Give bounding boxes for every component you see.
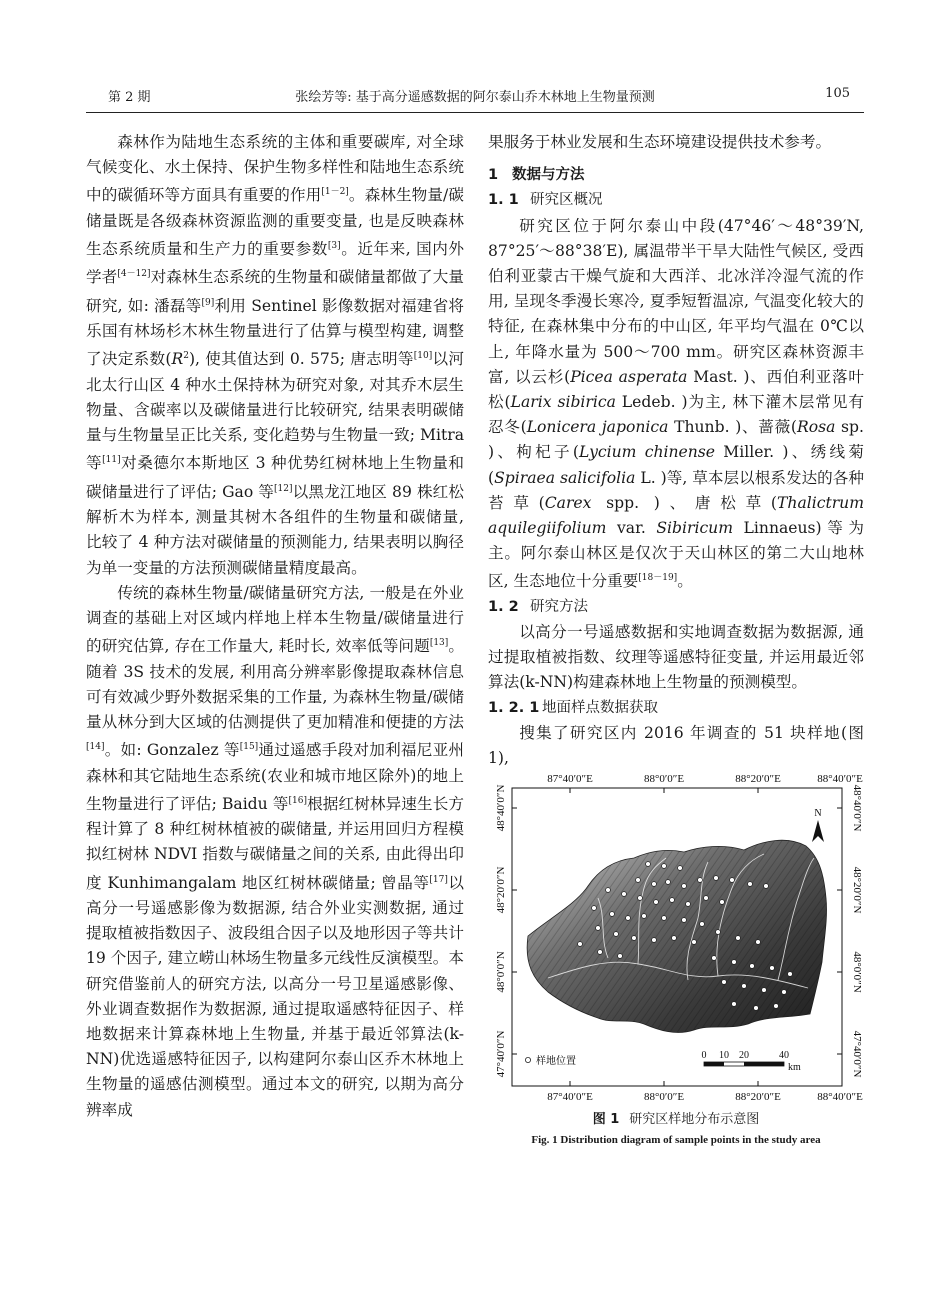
header-rule — [86, 112, 864, 113]
sample-point — [720, 900, 725, 905]
intro-paragraph-1: 森林作为陆地生态系统的主体和重要碳库, 对全球气候变化、水土保持、保护生物多样性和陆地生态系统中的碳循环等方面具有重要的作用[1－2]。森林生物量/碳储量既是各级森林资源监测的重要变量, 也是反映森林生态系统质量和生产力的重要参数[3]。近年来, 国内外学者[4－12]对森林生态系统的生物量和碳储量都做了大量研究, 如: 潘磊等[9]利用 Sentinel 影像数据对福建省将乐国有林场杉木林生物量进行了估算与模型构建, 调整了决定系数$(R^2)$, 使其值达到 0. 575; 唐志明等[10]以河北太行山区 4 种水土保持林为研究对象, 对其乔木层生物量、含碳率以及碳储量进行比较研究, 结果表明碳储量与生物量呈正比关系, 变化趋势与生物量一致; Mitra 等[11]对桑德尔本斯地区 3 种优势红树林地上生物量和碳储量进行了评估; Gao 等[12]以黑龙江地区 89 株红松解析木为样本, 测量其树木各组件的生物量和碳储量, 比较了 4 种方法对碳储量的预测能力, 结果表明以胸径为单一变量的方法预测碳储量精度最高。 — [86, 133, 465, 577]
sample-point — [638, 896, 643, 901]
right-column — [488, 130, 864, 771]
sample-point — [704, 896, 709, 901]
sample-point — [682, 918, 687, 923]
sample-point — [654, 900, 659, 905]
sample-point — [618, 954, 623, 959]
svg-text:48°40′0″N: 48°40′0″N — [851, 784, 863, 832]
sample-point — [700, 922, 705, 927]
svg-text:47°40′0″N: 47°40′0″N — [851, 1030, 863, 1078]
sample-point — [712, 956, 717, 961]
sample-point — [610, 912, 615, 917]
sample-point — [642, 914, 647, 919]
sample-point — [606, 888, 611, 893]
header-page-number: 105 — [825, 86, 850, 101]
study-area-map — [488, 768, 864, 1108]
sample-point — [748, 882, 753, 887]
latitude-labels-right — [851, 785, 863, 1078]
svg-text:20: 20 — [739, 1050, 749, 1061]
sample-point — [750, 964, 755, 969]
sample-point — [742, 984, 747, 989]
left-column — [86, 130, 464, 1123]
sample-point — [626, 916, 631, 921]
sample-point — [578, 942, 583, 947]
svg-text:N: N — [814, 808, 822, 819]
intro-paragraph-end: 果服务于林业发展和生态环境建设提供技术参考。 — [488, 133, 832, 151]
sample-point — [762, 988, 767, 993]
method-paragraph: 以高分一号遥感数据和实地调查数据为数据源, 通过提取植被指数、纹理等遥感特征变量, 并运用最近邻算法(k-NN)构建森林地上生物量的预测模型。 — [488, 623, 864, 692]
sample-point — [646, 862, 651, 867]
sample-point — [598, 950, 603, 955]
sample-point — [732, 960, 737, 965]
section-heading-1-1: 1. 1 研究区概况 — [488, 192, 603, 209]
sample-point — [788, 972, 793, 977]
svg-text:87°40′0″E: 87°40′0″E — [547, 1091, 593, 1103]
svg-text:48°20′0″N: 48°20′0″N — [851, 866, 863, 914]
sample-point — [622, 892, 627, 897]
sample-point — [672, 936, 677, 941]
latitude-labels-left — [495, 785, 507, 1078]
svg-text:88°0′0″E: 88°0′0″E — [643, 773, 685, 785]
longitude-labels-bottom — [547, 1091, 863, 1103]
sample-point — [596, 926, 601, 931]
intro-paragraph-2: 传统的森林生物量/碳储量研究方法, 一般是在外业调查的基础上对区域内样地上样本生物量/碳储量进行的研究估算, 存在工作量大, 耗时长, 效率低等问题[13]。随着 3S 技术的发展, 利用高分辨率影像提取森林信息可有效减少野外数据采集的工作量, 为森林生物量/碳储量从林分到大区域的估测提供了更加精准和便捷的方法[14]。如: Gonzalez 等[15]通过遥感手段对加利福尼亚州森林和其它陆地生态系统(农业和城市地区除外)的地上生物量进行了评估; Baidu 等[16]根据红树林异速生长方程计算了 8 种红树林植被的碳储量, 并运用回归方程模拟红树林 NDVI 指数与碳储量之间的关系, 由此得出印度 Kunhimangalam 地区红树林碳储量; 曾晶等[17]以高分一号遥感影像为数据源, 结合外业实测数据, 通过提取植被指数因子、波段组合因子以及地形因子等共计 19 个因子, 建立崂山林场生物量多元线性反演模型。本研究借鉴前人的研究方法, 以高分一号卫星遥感影像、外业调查数据作为数据源, 通过提取遥感特征因子、样地数据来计算森林地上生物量, 并基于最近邻算法(k-NN)优选遥感特征因子, 以构建阿尔泰山区乔木林地上生物量的遥感估测模型。通过本文的研究, 以期为高分辨率成 — [86, 583, 464, 1119]
sample-point — [782, 990, 787, 995]
svg-text:48°0′0″N: 48°0′0″N — [495, 951, 507, 993]
svg-text:88°20′0″E: 88°20′0″E — [735, 773, 781, 785]
sample-point — [662, 864, 667, 869]
sample-point — [652, 938, 657, 943]
study-area-paragraph: 研究区位于阿尔泰山中段(47°46′～48°39′N, 87°25′～88°38′E), 属温带半干旱大陆性气候区, 受西伯利亚蒙古干燥气旋和大西洋、北冰洋冷湿气流的作用, 呈现冬季漫长寒冷, 夏季短暂温凉, 气温变化较大的特征, 在森林集中分布的中山区, 年平均气温在 0℃以上, 年降水量为 500～700 mm。研究区森林资源丰富, 以云杉(Picea asperata Mast. )、西伯利亚落叶松(Larix sibirica Ledeb. )为主, 林下灌木层常见有忍冬(Lonicera japonica Thunb. )、蔷薇(Rosa sp. )、枸杞子(Lycium chinense Miller. )、绣线菊(Spiraea salicifolia L. )等, 草本层以根系发达的各种苔草(Carex spp. )、唐松草(Thalictrum aquilegiifolium var. Sibiricum Linnaeus)等为主。阿尔泰山林区是仅次于天山林区的第二大山地林区, 生态地位十分重要[18－19]。 — [488, 216, 865, 591]
svg-text:88°40′0″E: 88°40′0″E — [817, 773, 863, 785]
sample-point — [714, 876, 719, 881]
svg-text:48°0′0″N: 48°0′0″N — [851, 951, 863, 993]
svg-text:0: 0 — [701, 1050, 707, 1061]
header-title: 张绘芳等: 基于高分遥感数据的阿尔泰山乔木林地上生物量预测 — [295, 90, 655, 105]
sample-point — [730, 878, 735, 883]
sample-point — [756, 940, 761, 945]
sample-point — [736, 936, 741, 941]
sample-point — [732, 1002, 737, 1007]
svg-text:km: km — [788, 1062, 801, 1073]
sample-point — [614, 932, 619, 937]
svg-text:48°40′0″N: 48°40′0″N — [495, 784, 507, 832]
sample-point — [636, 878, 641, 883]
running-header — [86, 86, 864, 108]
sample-point — [678, 866, 683, 871]
header-issue: 第 2 期 — [108, 90, 151, 105]
sample-point — [682, 884, 687, 889]
sample-point — [632, 936, 637, 941]
svg-text:10: 10 — [719, 1050, 729, 1061]
sample-point — [692, 940, 697, 945]
section-heading-1-2-1: 1. 2. 1 地面样点数据获取 — [488, 699, 658, 716]
sample-point — [770, 966, 775, 971]
sample-paragraph: 搜集了研究区内 2016 年调查的 51 块样地(图 1), — [488, 723, 864, 768]
sample-point — [592, 906, 597, 911]
svg-text:样地位置: 样地位置 — [536, 1056, 576, 1067]
svg-text:88°0′0″E: 88°0′0″E — [643, 1091, 685, 1103]
sample-point — [670, 898, 675, 903]
sample-point — [774, 1004, 779, 1009]
svg-text:88°40′0″E: 88°40′0″E — [817, 1091, 863, 1103]
figure-caption-zh: 图 1 研究区样地分布示意图 — [592, 1112, 760, 1127]
sample-point — [666, 880, 671, 885]
longitude-labels-top — [547, 773, 863, 785]
sample-point — [698, 878, 703, 883]
svg-text:40: 40 — [779, 1050, 789, 1061]
svg-text:47°40′0″N: 47°40′0″N — [495, 1030, 507, 1078]
svg-text:87°40′0″E: 87°40′0″E — [547, 773, 593, 785]
section-heading-1: 1 数据与方法 — [488, 167, 585, 184]
sample-point — [722, 980, 727, 985]
sample-point — [652, 882, 657, 887]
sample-point — [716, 930, 721, 935]
svg-text:88°20′0″E: 88°20′0″E — [735, 1091, 781, 1103]
sample-point — [764, 884, 769, 889]
svg-text:48°20′0″N: 48°20′0″N — [495, 866, 507, 914]
sample-point — [662, 916, 667, 921]
sample-point — [754, 1006, 759, 1011]
figure-caption-en: Fig. 1 Distribution diagram of sample points in the study area — [531, 1134, 821, 1146]
section-heading-1-2: 1. 2 研究方法 — [488, 598, 588, 615]
sample-point — [686, 902, 691, 907]
